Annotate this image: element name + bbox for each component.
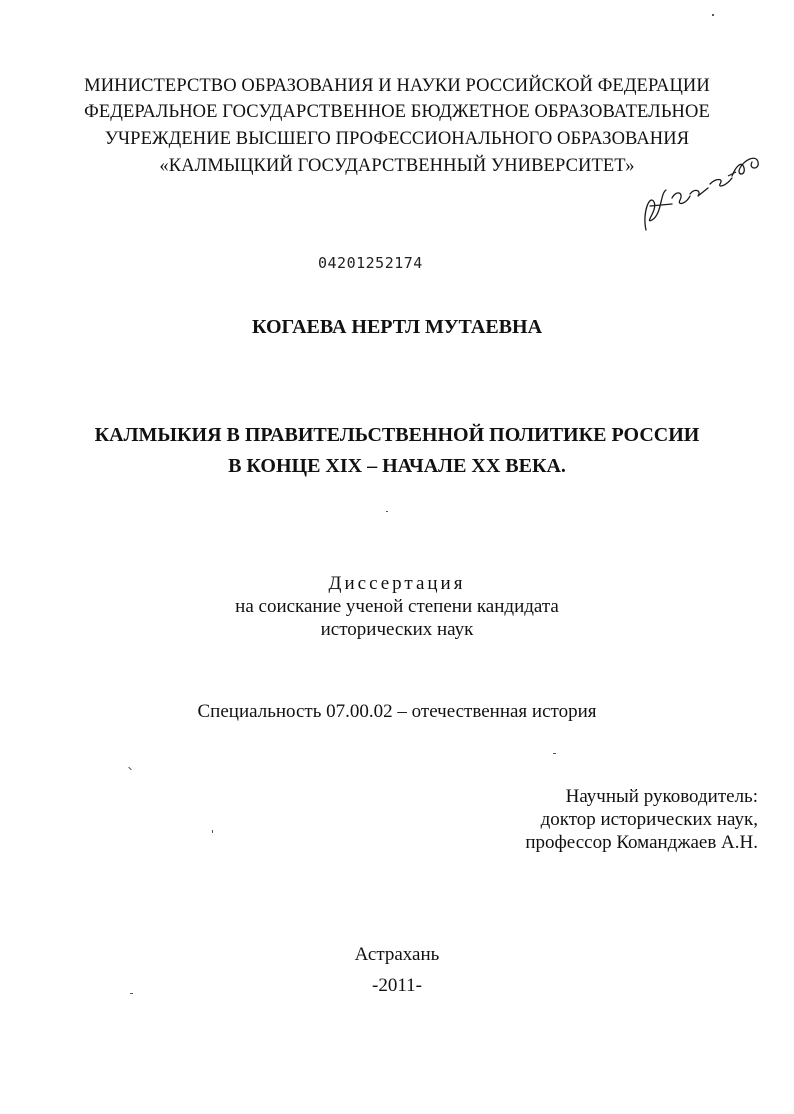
university-name: «КАЛМЫЦКИЙ ГОСУДАРСТВЕННЫЙ УНИВЕРСИТЕТ» <box>159 156 635 176</box>
author-name: КОГАЕВА НЕРТЛ МУТАЕВНА <box>251 316 543 338</box>
scan-speck <box>712 14 714 16</box>
scan-speck <box>128 767 132 771</box>
year: -2011- <box>372 975 422 996</box>
handwritten-signature-icon <box>632 132 772 242</box>
institution-level-line: УЧРЕЖДЕНИЕ ВЫСШЕГО ПРОФЕССИОНАЛЬНОГО ОБРАЗОВАНИЯ <box>104 129 690 149</box>
supervisor-label: Научный руководитель: <box>565 786 758 807</box>
degree-line-1: на соискание ученой степени кандидата <box>235 596 559 617</box>
document-type-heading: Диссертация <box>328 573 466 594</box>
thesis-title-line-1: КАЛМЫКИЯ В ПРАВИТЕЛЬСТВЕННОЙ ПОЛИТИКЕ РОССИИ <box>94 424 700 446</box>
thesis-title-line-2: В КОНЦЕ XIX – НАЧАЛЕ XX ВЕКА. <box>228 455 566 477</box>
supervisor-degree: доктор исторических наук, <box>540 809 758 830</box>
scan-speck <box>553 753 556 754</box>
scan-speck <box>130 993 133 994</box>
institution-type-line: ФЕДЕРАЛЬНОЕ ГОСУДАРСТВЕННОЕ БЮДЖЕТНОЕ ОБРАЗОВАТЕЛЬНОЕ <box>84 102 710 122</box>
scan-speck <box>386 511 388 512</box>
degree-line-2: исторических наук <box>320 619 474 640</box>
supervisor-name: профессор Команджаев А.Н. <box>525 832 758 853</box>
ministry-line: МИНИСТЕРСТВО ОБРАЗОВАНИЯ И НАУКИ РОССИЙСКОЙ ФЕДЕРАЦИИ <box>84 76 710 96</box>
city: Астрахань <box>354 944 440 965</box>
registration-number: 04201252174 <box>318 254 423 272</box>
scan-speck <box>212 830 213 833</box>
specialty-line: Специальность 07.00.02 – отечественная история <box>197 701 597 722</box>
